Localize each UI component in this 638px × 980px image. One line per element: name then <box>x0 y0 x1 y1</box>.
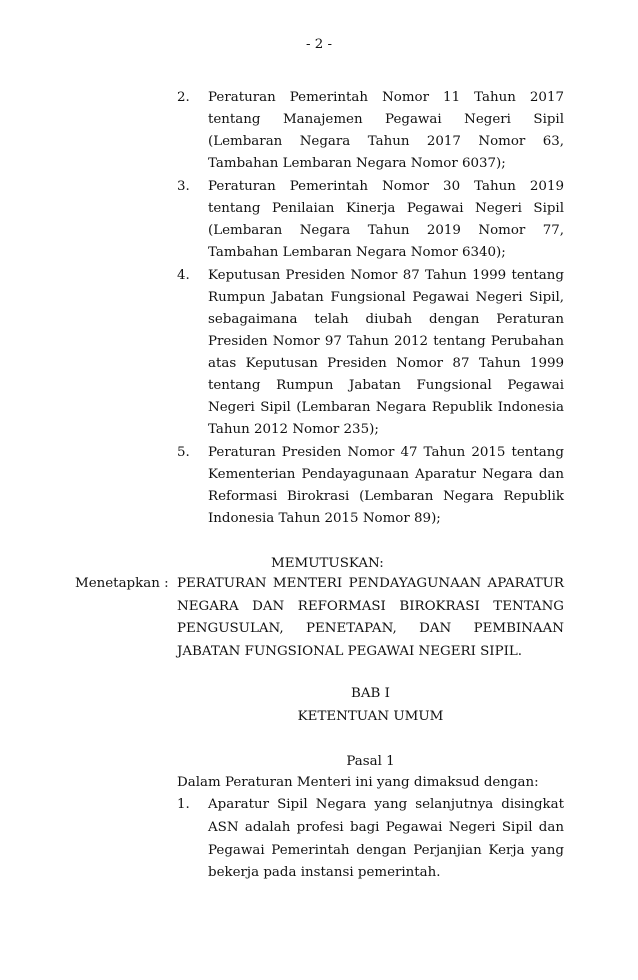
page-number: - 2 - <box>305 37 333 52</box>
establish-label: Menetapkan : <box>75 576 169 591</box>
chapter-title: KETENTUAN UMUM <box>297 709 444 724</box>
article-title: Pasal 1 <box>346 754 395 769</box>
list-item-number: 1. <box>177 797 190 812</box>
list-item <box>177 794 564 885</box>
list-item <box>177 442 564 530</box>
considerations-list <box>177 87 564 531</box>
establish-clause <box>75 573 564 664</box>
list-item-text: Aparatur Sipil Negara yang selanjutnya disingkat ASN adalah profesi bagi Pegawai Negeri Sipil dan Pegawai Pemerintah dengan Perjanjian Kerja yang bekerja pada instansi pemerintah. <box>208 797 564 881</box>
chapter-heading <box>177 682 564 728</box>
regulation-title: PERATURAN MENTERI PENDAYAGUNAAN APARATUR NEGARA DAN REFORMASI BIROKRASI TENTANG PENGUSULAN, PENETAPAN, DAN PEMBINAAN JABATAN FUNGSIONAL PEGAWAI NEGERI SIPIL. <box>177 576 564 660</box>
list-item-text: Peraturan Pemerintah Nomor 30 Tahun 2019 tentang Penilaian Kinerja Pegawai Negeri Sipil (Lembaran Negara Tahun 2019 Nomor 77, Tambahan Lembaran Negara Nomor 6340); <box>208 178 564 261</box>
list-item-number: 5. <box>177 445 190 460</box>
list-item-text: Peraturan Pemerintah Nomor 11 Tahun 2017 tentang Manajemen Pegawai Negeri Sipil (Lembaran Negara Tahun 2017 Nomor 63, Tambahan Lembaran Negara Nomor 6037); <box>208 90 564 172</box>
list-item-number: 2. <box>177 90 190 105</box>
article-intro: Dalam Peraturan Menteri ini yang dimaksud dengan: <box>177 775 539 790</box>
list-item-text: Peraturan Presiden Nomor 47 Tahun 2015 tentang Kementerian Pendayagunaan Aparatur Negara dan Reformasi Birokrasi (Lembaran Negara Republik Indonesia Tahun 2015 Nomor 89); <box>208 445 564 527</box>
list-item <box>177 87 564 175</box>
decision-heading: MEMUTUSKAN: <box>271 556 384 571</box>
definitions-list <box>177 794 564 886</box>
list-item-number: 3. <box>177 178 190 194</box>
list-item <box>177 176 564 264</box>
list-item-text: Keputusan Presiden Nomor 87 Tahun 1999 tentang Rumpun Jabatan Fungsional Pegawai Negeri Sipil, sebagaimana telah diubah dengan Peraturan Presiden Nomor 97 Tahun 2012 tentang Perubahan atas Keputusan Presiden Nomor 87 Tahun 1999 tentang Rumpun Jabatan Fungsional Pegawai Negeri Sipil (Lembaran Negara Republik Indonesia Tahun 2012 Nomor 235); <box>208 267 564 438</box>
list-item <box>177 265 564 442</box>
chapter-number: BAB I <box>351 686 390 701</box>
list-item-number: 4. <box>177 267 190 283</box>
